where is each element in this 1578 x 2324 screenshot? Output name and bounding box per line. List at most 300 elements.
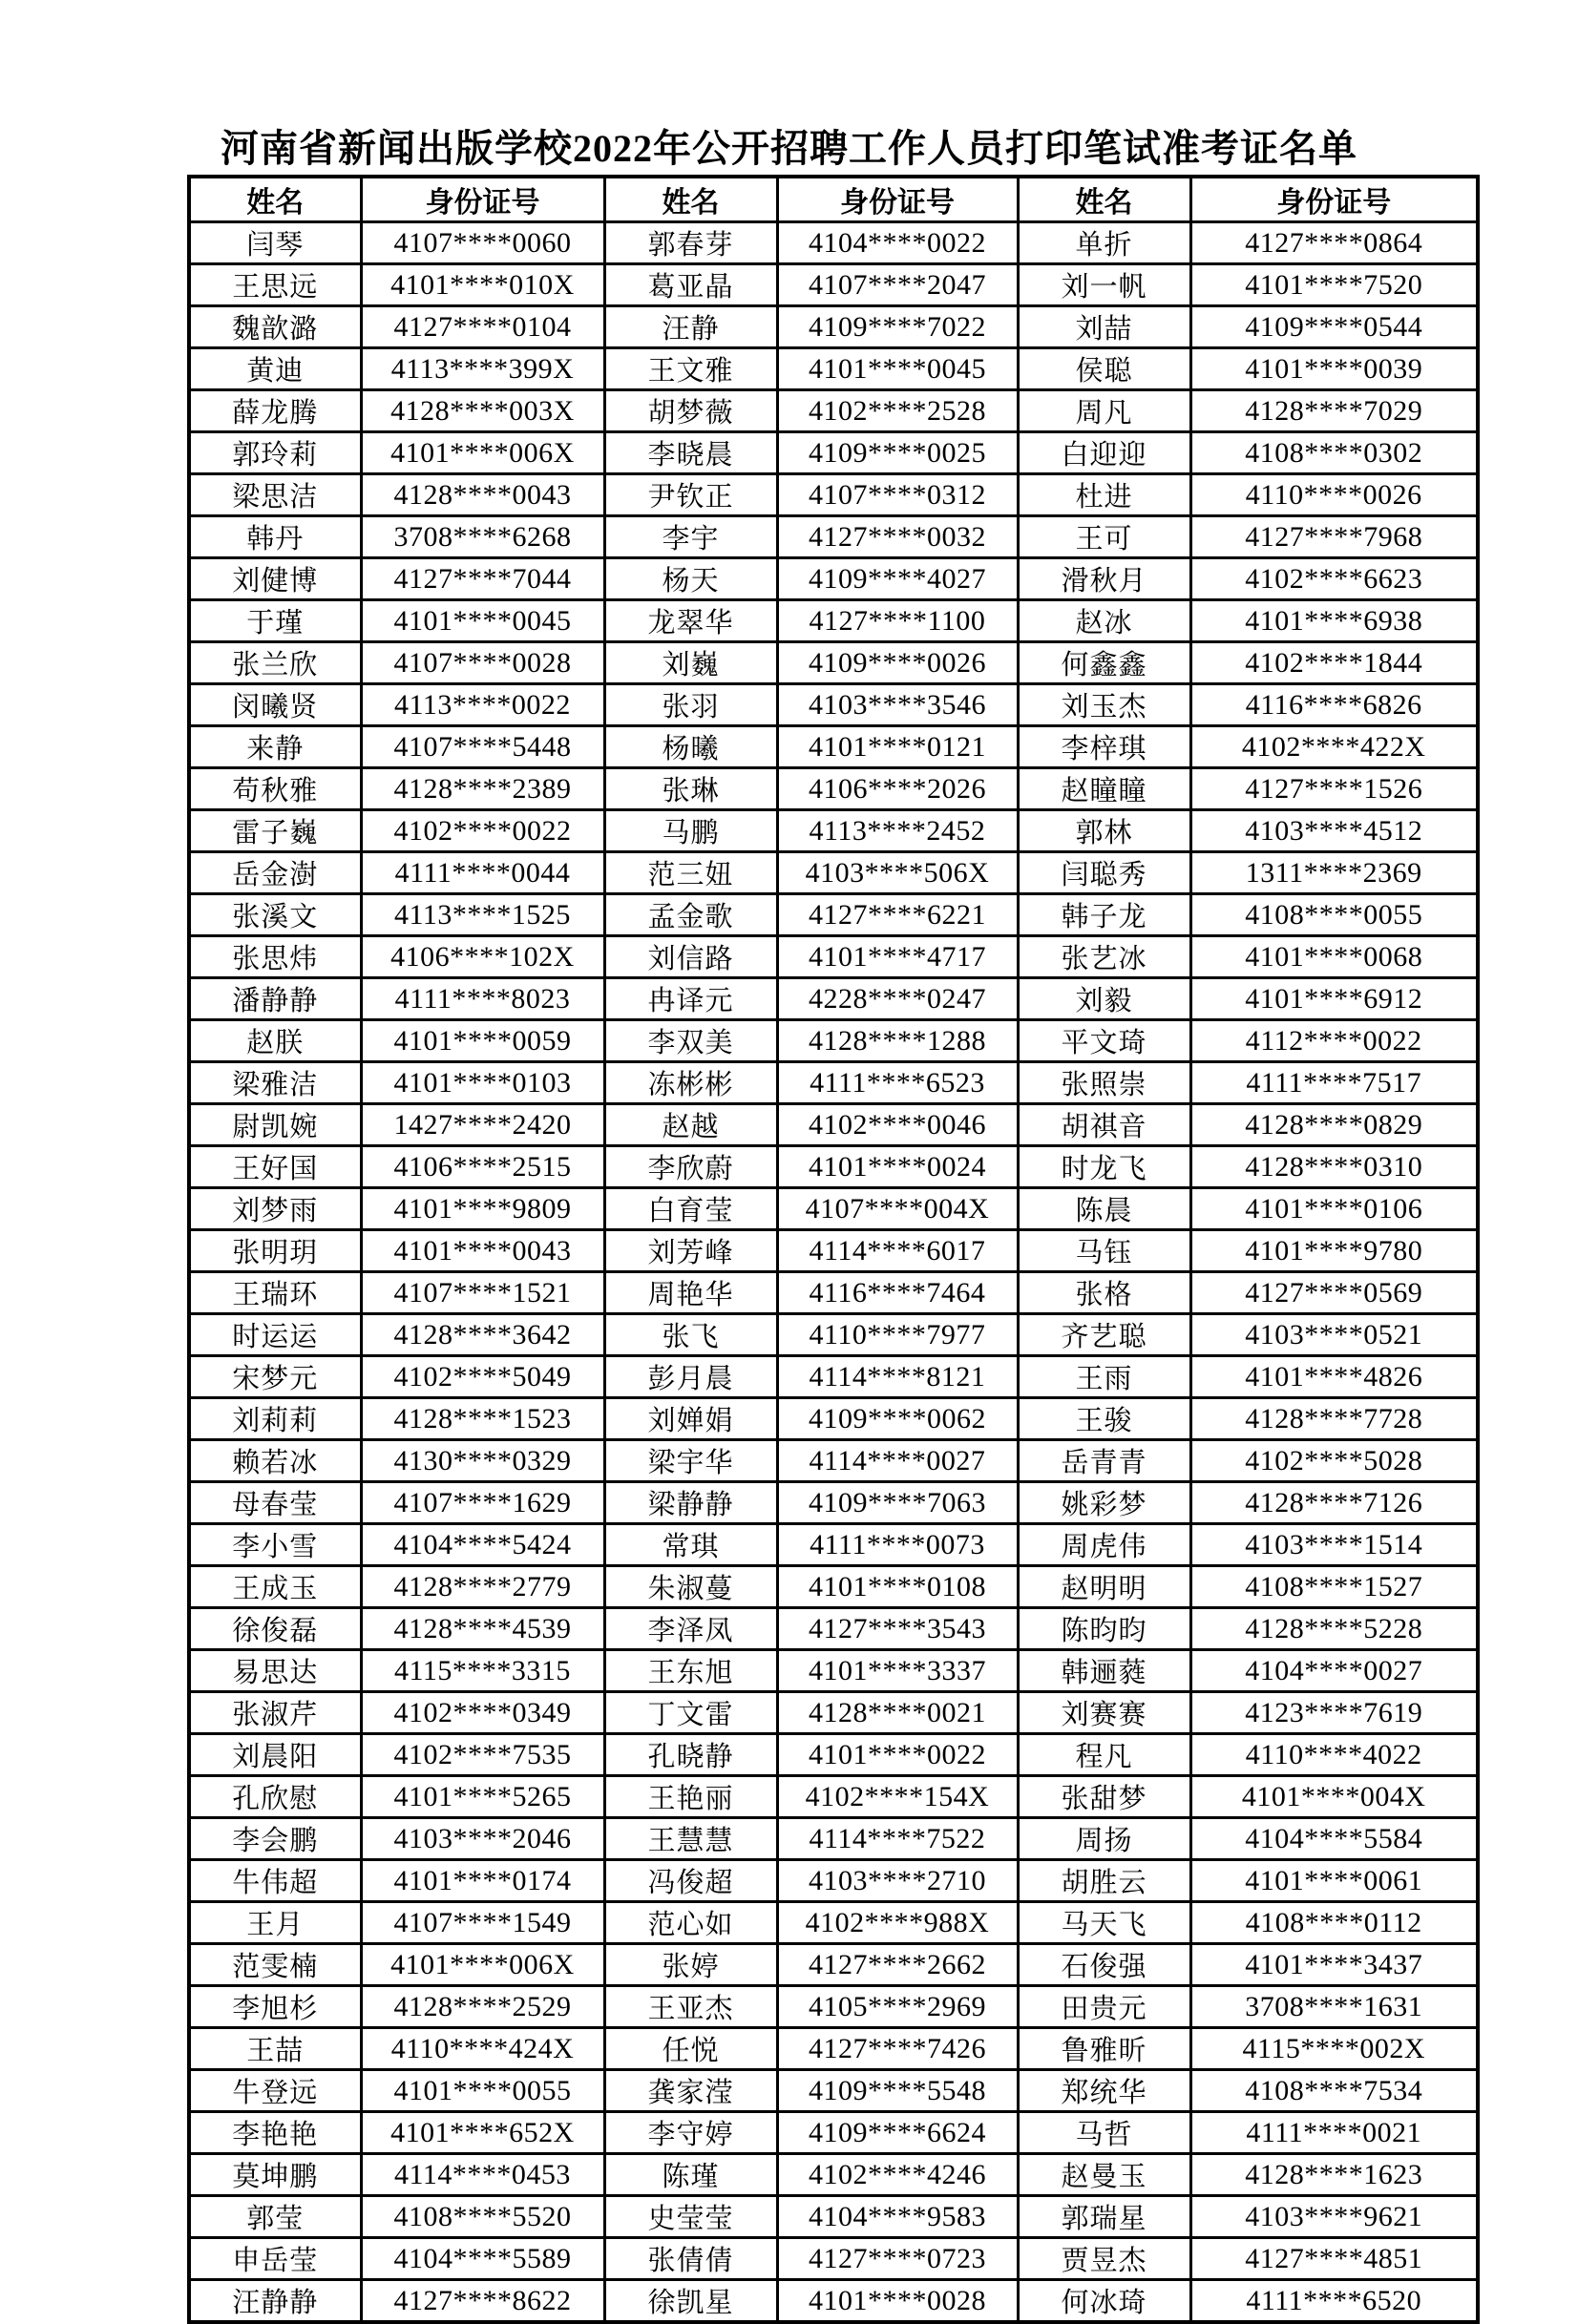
name-cell: 李梓琪 <box>1018 726 1190 768</box>
page-title: 河南省新闻出版学校2022年公开招聘工作人员打印笔试准考证名单 <box>221 127 1357 170</box>
table-row <box>189 2112 1478 2154</box>
name-cell: 李欣蔚 <box>604 1146 777 1188</box>
id-cell: 4101****006X <box>361 1944 604 1986</box>
id-cell: 4128****2389 <box>361 768 604 810</box>
name-cell: 龙翠华 <box>604 600 777 642</box>
table-row <box>189 264 1478 306</box>
name-cell: 王瑞环 <box>189 1272 361 1314</box>
table-row <box>189 1482 1478 1524</box>
id-cell: 3708****6268 <box>361 516 604 558</box>
name-cell: 张思炜 <box>189 936 361 978</box>
id-cell: 4128****0021 <box>777 1692 1018 1734</box>
name-cell: 来静 <box>189 726 361 768</box>
name-cell: 丁文雷 <box>604 1692 777 1734</box>
name-cell: 郭玲莉 <box>189 432 361 474</box>
id-cell: 4111****6523 <box>777 1062 1018 1104</box>
name-cell: 张倩倩 <box>604 2238 777 2280</box>
name-cell: 王文雅 <box>604 348 777 390</box>
id-cell: 4101****5265 <box>361 1776 604 1818</box>
id-cell: 4101****006X <box>361 432 604 474</box>
id-cell: 4101****0174 <box>361 1860 604 1902</box>
name-column-header: 姓名 <box>189 177 361 222</box>
id-cell: 4228****0247 <box>777 978 1018 1020</box>
name-cell: 王喆 <box>189 2028 361 2070</box>
name-cell: 马鹏 <box>604 810 777 852</box>
name-cell: 刘毅 <box>1018 978 1190 1020</box>
name-cell: 程凡 <box>1018 1734 1190 1776</box>
name-column-header: 姓名 <box>1018 177 1190 222</box>
table-row <box>189 2196 1478 2238</box>
name-cell: 张艺冰 <box>1018 936 1190 978</box>
id-cell: 4127****1100 <box>777 600 1018 642</box>
table-body <box>189 222 1478 2323</box>
name-cell: 何鑫鑫 <box>1018 642 1190 684</box>
name-cell: 李守婷 <box>604 2112 777 2154</box>
name-cell: 薛龙腾 <box>189 390 361 432</box>
name-cell: 王东旭 <box>604 1650 777 1692</box>
name-cell: 王亚杰 <box>604 1986 777 2028</box>
id-cell: 4109****0544 <box>1190 306 1478 348</box>
id-cell: 4107****0312 <box>777 474 1018 516</box>
id-cell: 4103****0521 <box>1190 1314 1478 1356</box>
table-row <box>189 1146 1478 1188</box>
name-cell: 刘婵娟 <box>604 1398 777 1440</box>
name-cell: 范心如 <box>604 1902 777 1944</box>
name-cell: 李会鹏 <box>189 1818 361 1860</box>
table-row <box>189 390 1478 432</box>
table-row <box>189 2280 1478 2323</box>
name-cell: 赖若冰 <box>189 1440 361 1482</box>
id-cell: 4102****1844 <box>1190 642 1478 684</box>
id-cell: 4105****2969 <box>777 1986 1018 2028</box>
name-cell: 李艳艳 <box>189 2112 361 2154</box>
name-cell: 王雨 <box>1018 1356 1190 1398</box>
id-cell: 4104****0027 <box>1190 1650 1478 1692</box>
name-cell: 杨天 <box>604 558 777 600</box>
name-cell: 姚彩梦 <box>1018 1482 1190 1524</box>
table-row <box>189 1608 1478 1650</box>
name-cell: 王成玉 <box>189 1566 361 1608</box>
name-cell: 刘喆 <box>1018 306 1190 348</box>
table-row <box>189 1272 1478 1314</box>
id-cell: 4102****154X <box>777 1776 1018 1818</box>
table-row <box>189 1356 1478 1398</box>
id-cell: 4108****1527 <box>1190 1566 1478 1608</box>
id-cell: 4128****3642 <box>361 1314 604 1356</box>
id-cell: 4101****0045 <box>361 600 604 642</box>
id-cell: 4107****1521 <box>361 1272 604 1314</box>
table-row <box>189 2028 1478 2070</box>
id-cell: 4101****0045 <box>777 348 1018 390</box>
table-row <box>189 222 1478 264</box>
table-row <box>189 2154 1478 2196</box>
name-cell: 冻彬彬 <box>604 1062 777 1104</box>
name-cell: 贾昱杰 <box>1018 2238 1190 2280</box>
id-cell: 4130****0329 <box>361 1440 604 1482</box>
name-cell: 岳青青 <box>1018 1440 1190 1482</box>
name-cell: 韩逦蕤 <box>1018 1650 1190 1692</box>
id-cell: 4128****1523 <box>361 1398 604 1440</box>
id-cell: 4114****0027 <box>777 1440 1018 1482</box>
name-cell: 杜进 <box>1018 474 1190 516</box>
id-cell: 4127****3543 <box>777 1608 1018 1650</box>
id-cell: 4127****1526 <box>1190 768 1478 810</box>
id-column-header: 身份证号 <box>1190 177 1478 222</box>
name-cell: 申岳莹 <box>189 2238 361 2280</box>
name-cell: 陈晨 <box>1018 1188 1190 1230</box>
name-cell: 梁思洁 <box>189 474 361 516</box>
name-cell: 王月 <box>189 1902 361 1944</box>
table-row <box>189 1188 1478 1230</box>
name-cell: 张照崇 <box>1018 1062 1190 1104</box>
id-cell: 4109****4027 <box>777 558 1018 600</box>
name-cell: 何冰琦 <box>1018 2280 1190 2323</box>
name-cell: 苟秋雅 <box>189 768 361 810</box>
name-cell: 张羽 <box>604 684 777 726</box>
name-cell: 尹钦正 <box>604 474 777 516</box>
id-cell: 4109****7063 <box>777 1482 1018 1524</box>
id-cell: 4103****1514 <box>1190 1524 1478 1566</box>
table-row <box>189 1104 1478 1146</box>
table-row <box>189 894 1478 936</box>
name-cell: 王慧慧 <box>604 1818 777 1860</box>
id-cell: 4103****2046 <box>361 1818 604 1860</box>
id-cell: 4106****2515 <box>361 1146 604 1188</box>
name-cell: 潘静静 <box>189 978 361 1020</box>
name-cell: 常琪 <box>604 1524 777 1566</box>
table-row <box>189 1020 1478 1062</box>
name-cell: 张明玥 <box>189 1230 361 1272</box>
id-cell: 1427****2420 <box>361 1104 604 1146</box>
name-cell: 汪静静 <box>189 2280 361 2323</box>
id-cell: 4102****6623 <box>1190 558 1478 600</box>
id-cell: 4102****0022 <box>361 810 604 852</box>
id-cell: 4101****4826 <box>1190 1356 1478 1398</box>
table-row <box>189 1230 1478 1272</box>
name-cell: 范三妞 <box>604 852 777 894</box>
table-row <box>189 1692 1478 1734</box>
id-cell: 4110****4022 <box>1190 1734 1478 1776</box>
table-row <box>189 642 1478 684</box>
name-cell: 时运运 <box>189 1314 361 1356</box>
name-cell: 刘赛赛 <box>1018 1692 1190 1734</box>
id-cell: 4110****424X <box>361 2028 604 2070</box>
name-cell: 郭瑞星 <box>1018 2196 1190 2238</box>
name-cell: 张飞 <box>604 1314 777 1356</box>
name-cell: 石俊强 <box>1018 1944 1190 1986</box>
name-cell: 杨曦 <box>604 726 777 768</box>
table-row <box>189 978 1478 1020</box>
table-row <box>189 432 1478 474</box>
id-cell: 4101****0028 <box>777 2280 1018 2323</box>
table-row <box>189 516 1478 558</box>
id-cell: 4102****422X <box>1190 726 1478 768</box>
id-cell: 4101****0121 <box>777 726 1018 768</box>
name-cell: 周凡 <box>1018 390 1190 432</box>
id-cell: 4128****0043 <box>361 474 604 516</box>
name-cell: 闵曦贤 <box>189 684 361 726</box>
id-cell: 4111****0044 <box>361 852 604 894</box>
name-cell: 赵瞳瞳 <box>1018 768 1190 810</box>
name-cell: 李旭杉 <box>189 1986 361 2028</box>
id-cell: 4103****9621 <box>1190 2196 1478 2238</box>
table-row <box>189 1776 1478 1818</box>
id-cell: 4114****8121 <box>777 1356 1018 1398</box>
name-cell: 白迎迎 <box>1018 432 1190 474</box>
name-cell: 周虎伟 <box>1018 1524 1190 1566</box>
id-cell: 4127****2662 <box>777 1944 1018 1986</box>
id-cell: 4128****1288 <box>777 1020 1018 1062</box>
id-cell: 4113****399X <box>361 348 604 390</box>
id-cell: 4127****4851 <box>1190 2238 1478 2280</box>
name-cell: 赵冰 <box>1018 600 1190 642</box>
id-cell: 4116****7464 <box>777 1272 1018 1314</box>
id-cell: 4111****7517 <box>1190 1062 1478 1104</box>
id-cell: 4102****988X <box>777 1902 1018 1944</box>
name-cell: 张淑芹 <box>189 1692 361 1734</box>
name-cell: 李双美 <box>604 1020 777 1062</box>
name-cell: 莫坤鹏 <box>189 2154 361 2196</box>
id-cell: 4127****7426 <box>777 2028 1018 2070</box>
name-cell: 任悦 <box>604 2028 777 2070</box>
id-cell: 4115****3315 <box>361 1650 604 1692</box>
id-cell: 4102****7535 <box>361 1734 604 1776</box>
name-column-header: 姓名 <box>604 177 777 222</box>
id-cell: 4104****0022 <box>777 222 1018 264</box>
name-cell: 冯俊超 <box>604 1860 777 1902</box>
id-cell: 4128****7126 <box>1190 1482 1478 1524</box>
id-cell: 4102****0349 <box>361 1692 604 1734</box>
name-cell: 李泽凤 <box>604 1608 777 1650</box>
name-cell: 郭林 <box>1018 810 1190 852</box>
id-cell: 4101****6938 <box>1190 600 1478 642</box>
table-row <box>189 684 1478 726</box>
name-cell: 于瑾 <box>189 600 361 642</box>
id-cell: 4111****0073 <box>777 1524 1018 1566</box>
name-cell: 郑统华 <box>1018 2070 1190 2112</box>
id-cell: 4101****0039 <box>1190 348 1478 390</box>
id-cell: 4108****0112 <box>1190 1902 1478 1944</box>
id-cell: 4114****7522 <box>777 1818 1018 1860</box>
id-cell: 4128****7029 <box>1190 390 1478 432</box>
table-row <box>189 1860 1478 1902</box>
id-cell: 4127****0569 <box>1190 1272 1478 1314</box>
id-column-header: 身份证号 <box>361 177 604 222</box>
name-cell: 赵明明 <box>1018 1566 1190 1608</box>
id-cell: 4101****9809 <box>361 1188 604 1230</box>
name-cell: 刘一帆 <box>1018 264 1190 306</box>
name-cell: 孔欣慰 <box>189 1776 361 1818</box>
name-cell: 宋梦元 <box>189 1356 361 1398</box>
table-row <box>189 1566 1478 1608</box>
table-row <box>189 1398 1478 1440</box>
id-cell: 4123****7619 <box>1190 1692 1478 1734</box>
id-cell: 4101****3337 <box>777 1650 1018 1692</box>
name-cell: 母春莹 <box>189 1482 361 1524</box>
id-cell: 4127****0104 <box>361 306 604 348</box>
id-cell: 4127****7968 <box>1190 516 1478 558</box>
name-cell: 刘梦雨 <box>189 1188 361 1230</box>
name-cell: 彭月晨 <box>604 1356 777 1398</box>
table-row <box>189 306 1478 348</box>
name-cell: 梁静静 <box>604 1482 777 1524</box>
name-cell: 闫琴 <box>189 222 361 264</box>
id-cell: 4107****2047 <box>777 264 1018 306</box>
id-cell: 4101****0068 <box>1190 936 1478 978</box>
table-row <box>189 1650 1478 1692</box>
name-cell: 孟金歌 <box>604 894 777 936</box>
id-cell: 4107****1629 <box>361 1482 604 1524</box>
name-cell: 白育莹 <box>604 1188 777 1230</box>
id-cell: 4111****6520 <box>1190 2280 1478 2323</box>
table-row <box>189 1062 1478 1104</box>
table-row <box>189 558 1478 600</box>
id-cell: 4103****4512 <box>1190 810 1478 852</box>
name-cell: 牛登远 <box>189 2070 361 2112</box>
name-cell: 张琳 <box>604 768 777 810</box>
name-cell: 鲁雅昕 <box>1018 2028 1190 2070</box>
name-cell: 梁雅洁 <box>189 1062 361 1104</box>
id-cell: 4101****0022 <box>777 1734 1018 1776</box>
name-cell: 平文琦 <box>1018 1020 1190 1062</box>
name-cell: 范雯楠 <box>189 1944 361 1986</box>
name-cell: 周艳华 <box>604 1272 777 1314</box>
name-cell: 滑秋月 <box>1018 558 1190 600</box>
id-cell: 4101****010X <box>361 264 604 306</box>
id-cell: 4107****0060 <box>361 222 604 264</box>
id-cell: 4102****5028 <box>1190 1440 1478 1482</box>
name-cell: 梁宇华 <box>604 1440 777 1482</box>
name-cell: 王好国 <box>189 1146 361 1188</box>
name-cell: 徐凯星 <box>604 2280 777 2323</box>
name-cell: 尉凯婉 <box>189 1104 361 1146</box>
name-cell: 魏歆潞 <box>189 306 361 348</box>
name-cell: 张甜梦 <box>1018 1776 1190 1818</box>
name-cell: 周扬 <box>1018 1818 1190 1860</box>
name-cell: 李小雪 <box>189 1524 361 1566</box>
table-row <box>189 2238 1478 2280</box>
table-row <box>189 1734 1478 1776</box>
id-cell: 4113****2452 <box>777 810 1018 852</box>
id-cell: 4109****5548 <box>777 2070 1018 2112</box>
name-cell: 陈瑾 <box>604 2154 777 2196</box>
name-cell: 冉译元 <box>604 978 777 1020</box>
id-cell: 4114****6017 <box>777 1230 1018 1272</box>
id-cell: 4111****0021 <box>1190 2112 1478 2154</box>
header-row <box>189 177 1478 222</box>
id-cell: 3708****1631 <box>1190 1986 1478 2028</box>
id-cell: 4103****2710 <box>777 1860 1018 1902</box>
id-cell: 4104****9583 <box>777 2196 1018 2238</box>
id-cell: 4113****1525 <box>361 894 604 936</box>
id-cell: 4101****0059 <box>361 1020 604 1062</box>
id-cell: 4128****2779 <box>361 1566 604 1608</box>
id-cell: 4107****1549 <box>361 1902 604 1944</box>
table-row <box>189 1440 1478 1482</box>
id-cell: 4109****0026 <box>777 642 1018 684</box>
name-cell: 李宇 <box>604 516 777 558</box>
id-cell: 4101****0055 <box>361 2070 604 2112</box>
table-row <box>189 600 1478 642</box>
id-cell: 4128****0310 <box>1190 1146 1478 1188</box>
table-row <box>189 1818 1478 1860</box>
name-cell: 单折 <box>1018 222 1190 264</box>
name-cell: 易思达 <box>189 1650 361 1692</box>
id-cell: 4101****0043 <box>361 1230 604 1272</box>
id-cell: 4109****6624 <box>777 2112 1018 2154</box>
table-row <box>189 2070 1478 2112</box>
name-cell: 刘玉杰 <box>1018 684 1190 726</box>
id-cell: 4108****0055 <box>1190 894 1478 936</box>
name-cell: 田贵元 <box>1018 1986 1190 2028</box>
name-cell: 韩子龙 <box>1018 894 1190 936</box>
table-row <box>189 852 1478 894</box>
name-cell: 齐艺聪 <box>1018 1314 1190 1356</box>
name-cell: 陈昀昀 <box>1018 1608 1190 1650</box>
id-cell: 4128****4539 <box>361 1608 604 1650</box>
id-cell: 4101****7520 <box>1190 264 1478 306</box>
table-row <box>189 348 1478 390</box>
name-cell: 张溪文 <box>189 894 361 936</box>
id-cell: 4109****0062 <box>777 1398 1018 1440</box>
table-row <box>189 1944 1478 1986</box>
id-cell: 4103****3546 <box>777 684 1018 726</box>
candidate-roster-table <box>187 175 1480 2324</box>
id-cell: 1311****2369 <box>1190 852 1478 894</box>
name-cell: 王可 <box>1018 516 1190 558</box>
name-cell: 徐俊磊 <box>189 1608 361 1650</box>
id-cell: 4108****0302 <box>1190 432 1478 474</box>
id-cell: 4101****0024 <box>777 1146 1018 1188</box>
id-cell: 4102****4246 <box>777 2154 1018 2196</box>
name-cell: 闫聪秀 <box>1018 852 1190 894</box>
id-cell: 4109****0025 <box>777 432 1018 474</box>
name-cell: 朱淑蔓 <box>604 1566 777 1608</box>
id-cell: 4127****0864 <box>1190 222 1478 264</box>
name-cell: 胡祺音 <box>1018 1104 1190 1146</box>
id-cell: 4101****0103 <box>361 1062 604 1104</box>
name-cell: 刘芳峰 <box>604 1230 777 1272</box>
id-cell: 4107****5448 <box>361 726 604 768</box>
id-cell: 4128****5228 <box>1190 1608 1478 1650</box>
name-cell: 龚家滢 <box>604 2070 777 2112</box>
id-cell: 4101****3437 <box>1190 1944 1478 1986</box>
name-cell: 赵越 <box>604 1104 777 1146</box>
table-row <box>189 1902 1478 1944</box>
id-cell: 4111****8023 <box>361 978 604 1020</box>
name-cell: 韩丹 <box>189 516 361 558</box>
id-cell: 4127****6221 <box>777 894 1018 936</box>
id-cell: 4128****2529 <box>361 1986 604 2028</box>
id-cell: 4101****004X <box>1190 1776 1478 1818</box>
name-cell: 郭春芽 <box>604 222 777 264</box>
id-cell: 4128****1623 <box>1190 2154 1478 2196</box>
id-cell: 4101****652X <box>361 2112 604 2154</box>
id-cell: 4101****4717 <box>777 936 1018 978</box>
table-row <box>189 1524 1478 1566</box>
name-cell: 王思远 <box>189 264 361 306</box>
id-cell: 4127****0032 <box>777 516 1018 558</box>
id-cell: 4113****0022 <box>361 684 604 726</box>
id-cell: 4106****2026 <box>777 768 1018 810</box>
id-cell: 4101****0061 <box>1190 1860 1478 1902</box>
name-cell: 刘信路 <box>604 936 777 978</box>
name-cell: 黄迪 <box>189 348 361 390</box>
name-cell: 刘晨阳 <box>189 1734 361 1776</box>
name-cell: 马哲 <box>1018 2112 1190 2154</box>
name-cell: 张格 <box>1018 1272 1190 1314</box>
id-cell: 4107****004X <box>777 1188 1018 1230</box>
